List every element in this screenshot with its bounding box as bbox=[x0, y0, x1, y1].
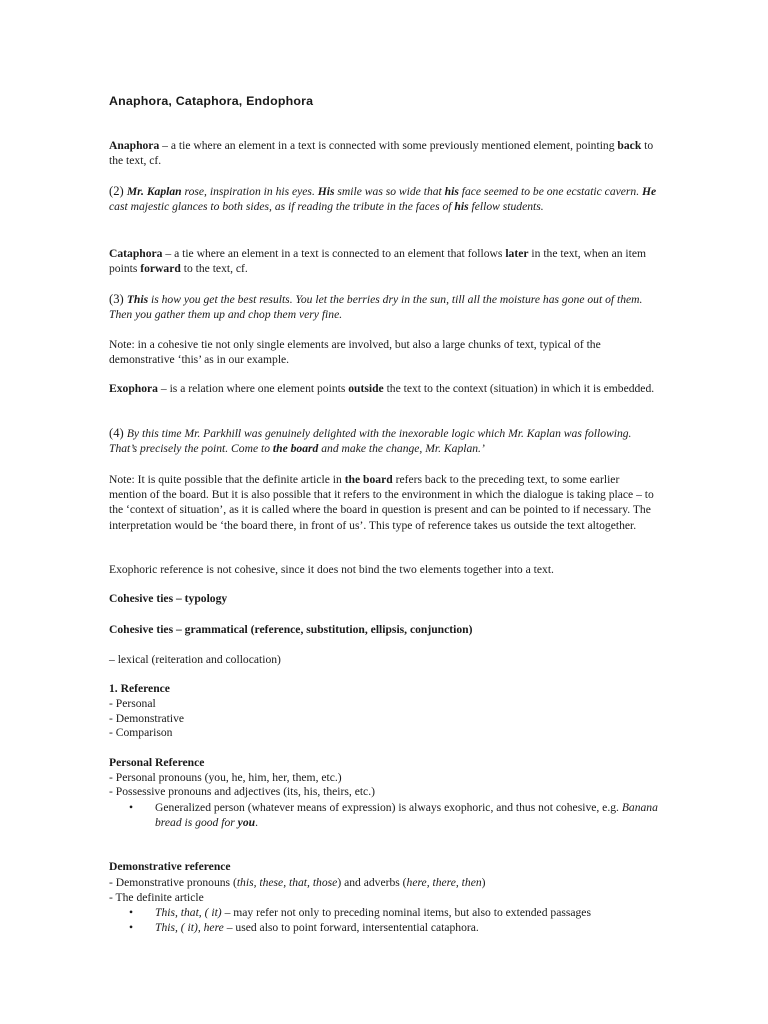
lexical-line: – lexical (reiteration and collocation) bbox=[109, 653, 281, 666]
emphasis: the board bbox=[272, 442, 319, 456]
text: – may refer not only to preceding nominal items, but also to extended passages bbox=[221, 906, 591, 919]
cataphora-paragraph bbox=[109, 246, 659, 276]
exophoric-paragraph: Exophoric reference is not cohesive, since it does not bind the two elements together into a text. bbox=[109, 563, 554, 576]
emphasis: later bbox=[505, 247, 529, 260]
list-item: - Comparison bbox=[109, 726, 173, 739]
exophora-paragraph bbox=[109, 381, 659, 396]
section-heading bbox=[109, 591, 659, 606]
text: – a tie where an element in a text is connected with some previously mentioned element, pointing bbox=[159, 139, 618, 152]
bullet-icon: • bbox=[129, 801, 134, 814]
term-cataphora: Cataphora bbox=[109, 247, 163, 260]
list-item: - The definite article bbox=[109, 891, 204, 904]
text: ) and adverbs ( bbox=[337, 876, 407, 889]
bullet-text bbox=[155, 800, 659, 830]
emphasis: outside bbox=[348, 382, 384, 395]
section-heading bbox=[109, 622, 659, 637]
example-2 bbox=[109, 184, 659, 214]
note-paragraph-2 bbox=[109, 472, 659, 533]
list-item: - Personal bbox=[109, 697, 156, 710]
heading-text: Personal Reference bbox=[109, 756, 205, 769]
anaphora-paragraph bbox=[109, 138, 659, 168]
bullet-text bbox=[155, 905, 659, 920]
text: and make the change, Mr. Kaplan.’ bbox=[318, 442, 485, 456]
example-number: (3) bbox=[109, 292, 127, 306]
text: Generalized person (whatever means of expression) is always exophoric, and thus not cohesive, e.g. bbox=[155, 801, 622, 814]
section-heading bbox=[109, 681, 659, 696]
heading-text: 1. Reference bbox=[109, 682, 170, 695]
emphasis: Mr. Kaplan bbox=[126, 185, 182, 198]
heading-text: Demonstrative reference bbox=[109, 860, 231, 873]
list-item: - Demonstrative bbox=[109, 712, 185, 725]
example-4 bbox=[109, 426, 659, 456]
page-title: Anaphora, Cataphora, Endophora bbox=[109, 94, 314, 108]
text: fellow students. bbox=[468, 200, 544, 214]
emphasis: This bbox=[126, 293, 149, 306]
section-heading bbox=[109, 755, 659, 770]
emphasis: forward bbox=[140, 262, 181, 276]
text: smile was so wide that bbox=[334, 185, 445, 198]
text: – a tie where an element in a text is connected to an element that follows bbox=[162, 247, 506, 260]
text: rose, inspiration in his eyes. bbox=[181, 185, 318, 198]
emphasis: His bbox=[317, 185, 335, 198]
emphasis: you bbox=[237, 816, 256, 830]
text: cast majestic glances to both sides, as if reading the tribute in the faces of bbox=[109, 200, 455, 214]
italic-text: This, ( it), here bbox=[155, 921, 224, 934]
heading-text: Cohesive ties – typology bbox=[109, 592, 228, 605]
list-item: - Personal pronouns (you, he, him, her, them, etc.) bbox=[109, 771, 342, 784]
text: Note: It is quite possible that the definite article in bbox=[109, 473, 345, 486]
text: in the text, when an item points bbox=[109, 247, 647, 276]
italic-text: here, there, then bbox=[406, 876, 482, 889]
italic-text: This, that, ( it) bbox=[155, 906, 222, 919]
text: refers back to the preceding text, to some earlier mention of the board. But it is also possible that it refers to the environment in which the dialogue is taking place – to the ‘context of situation’, as it is called where the board in question is present and can be pointed to if necessary. The interpretation would be ‘the board there, in front of us’. This type of reference takes us outside the text altogether. bbox=[109, 473, 654, 532]
list-item: - Possessive pronouns and adjectives (its, his, theirs, etc.) bbox=[109, 785, 375, 798]
section-heading bbox=[109, 859, 659, 874]
emphasis: He bbox=[642, 185, 657, 198]
text: the text to the context (situation) in which it is embedded. bbox=[383, 382, 655, 395]
term-anaphora: Anaphora bbox=[109, 139, 160, 152]
text: ) bbox=[481, 876, 486, 889]
emphasis: back bbox=[617, 139, 642, 152]
example-number: (4) bbox=[109, 426, 127, 440]
term-exophora: Exophora bbox=[109, 382, 158, 395]
text: to the text, cf. bbox=[180, 262, 248, 276]
list-item bbox=[109, 875, 659, 890]
bullet-icon: • bbox=[129, 906, 134, 919]
example-3 bbox=[109, 292, 659, 322]
emphasis: his bbox=[444, 185, 459, 198]
text: is how you get the best results. You let the berries dry in the sun, till all the moisture has gone out of them. Then you gather them up and chop them very fine. bbox=[109, 293, 643, 322]
text: . bbox=[255, 816, 258, 830]
example-number: (2) bbox=[109, 184, 127, 198]
italic-text: this, these, that, those bbox=[236, 876, 338, 889]
heading-text: Cohesive ties – grammatical (reference, substitution, ellipsis, conjunction) bbox=[109, 623, 473, 636]
text: face seemed to be one ecstatic cavern. bbox=[458, 185, 643, 198]
text: - Demonstrative pronouns ( bbox=[109, 876, 237, 889]
text: to the text, cf. bbox=[109, 139, 654, 168]
emphasis: his bbox=[454, 200, 469, 214]
bullet-icon: • bbox=[129, 921, 134, 934]
text: – used also to point forward, intersentential cataphora. bbox=[223, 921, 479, 934]
note-paragraph: Note: in a cohesive tie not only single elements are involved, but also a large chunks of text, typical of the demonstrative ‘this’ as in our example. bbox=[109, 338, 601, 367]
bullet-text bbox=[155, 920, 659, 935]
emphasis: the board bbox=[344, 473, 393, 486]
text: – is a relation where one element points bbox=[157, 382, 349, 395]
italic-text: Banana bread is good for bbox=[155, 801, 658, 830]
text: By this time Mr. Parkhill was genuinely delighted with the inexorable logic which Mr. Kaplan was following. That’s precisely the point. Come to bbox=[109, 427, 632, 456]
